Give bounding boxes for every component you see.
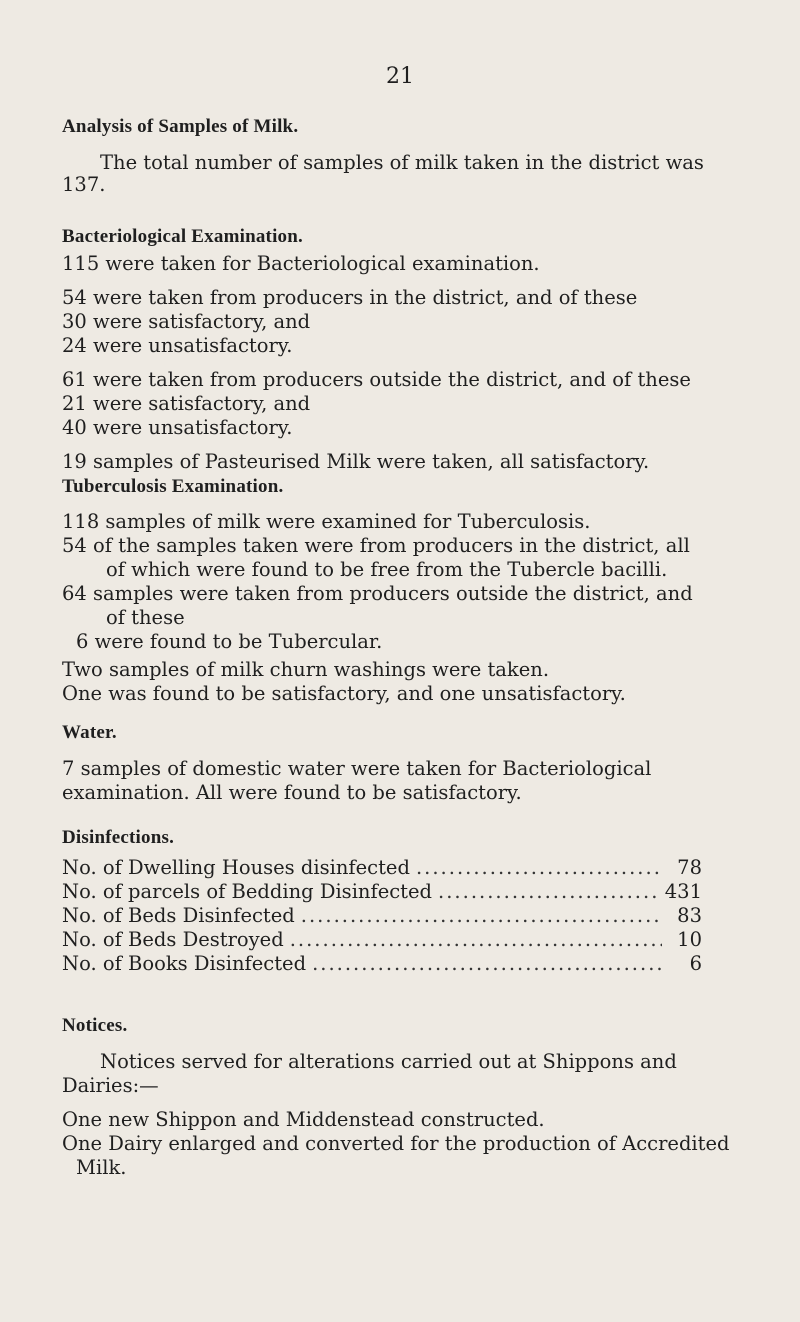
milk-heading: Analysis of Samples of Milk. [62,116,299,137]
disinfection-label: No. of parcels of Bedding Disinfected [62,880,433,903]
bacteriological-line-5: 61 were taken from producers outside the district, and of these [62,368,691,391]
disinfection-row [62,880,702,903]
disinfection-row [62,928,702,951]
leader-dots [301,904,662,927]
disinfection-row [62,904,702,927]
tuberculosis-line-1: 118 samples of milk were examined for Tuberculosis. [62,510,591,533]
disinfection-value: 6 [689,952,702,975]
disinfection-label: No. of Books Disinfected [62,952,307,975]
page-number: 21 [386,64,414,89]
disinfection-row [62,856,702,879]
milk-intro-line-1: The total number of samples of milk taken in the district was [100,151,704,174]
water-line-2: examination. All were found to be satisfactory. [62,781,522,804]
notices-heading: Notices. [62,1015,128,1036]
tuberculosis-line-7: Two samples of milk churn washings were taken. [62,658,550,681]
bacteriological-heading: Bacteriological Examination. [62,226,303,247]
water-heading: Water. [62,722,117,743]
bacteriological-line-7: 40 were unsatisfactory. [62,416,293,439]
disinfection-label: No. of Dwelling Houses disinfected [62,856,410,879]
bacteriological-line-4: 24 were unsatisfactory. [62,334,293,357]
disinfection-value: 78 [677,856,702,879]
tuberculosis-heading: Tuberculosis Examination. [62,476,284,497]
bacteriological-line-2: 54 were taken from producers in the district, and of these [62,286,638,309]
leader-dots [438,880,659,903]
leader-dots [290,928,662,951]
tuberculosis-line-5: of these [106,606,185,629]
tuberculosis-line-3: of which were found to be free from the Tubercle bacilli. [106,558,668,581]
disinfection-value: 431 [664,880,702,903]
tuberculosis-line-4: 64 samples were taken from producers outside the district, and [62,582,693,605]
notices-line-1: Notices served for alterations carried out at Shippons and [100,1050,677,1073]
notices-line-5: Milk. [76,1156,127,1179]
disinfection-row [62,952,702,975]
disinfections-heading: Disinfections. [62,827,175,848]
leader-dots [416,856,662,879]
leader-dots [312,952,662,975]
disinfection-value: 10 [677,928,702,951]
notices-line-4: One Dairy enlarged and converted for the production of Accredited [62,1132,730,1155]
milk-intro-line-2: 137. [62,173,106,196]
water-line-1: 7 samples of domestic water were taken for Bacteriological [62,757,652,780]
tuberculosis-line-6: 6 were found to be Tubercular. [76,630,383,653]
tuberculosis-line-8: One was found to be satisfactory, and one unsatisfactory. [62,682,626,705]
disinfection-value: 83 [677,904,702,927]
bacteriological-line-3: 30 were satisfactory, and [62,310,311,333]
bacteriological-line-6: 21 were satisfactory, and [62,392,311,415]
bacteriological-line-8: 19 samples of Pasteurised Milk were taken, all satisfactory. [62,450,650,473]
disinfection-label: No. of Beds Destroyed [62,928,284,951]
disinfection-label: No. of Beds Disinfected [62,904,295,927]
bacteriological-line-1: 115 were taken for Bacteriological examination. [62,252,540,275]
tuberculosis-line-2: 54 of the samples taken were from producers in the district, all [62,534,690,557]
notices-line-2: Dairies:— [62,1074,159,1097]
notices-line-3: One new Shippon and Middenstead constructed. [62,1108,545,1131]
